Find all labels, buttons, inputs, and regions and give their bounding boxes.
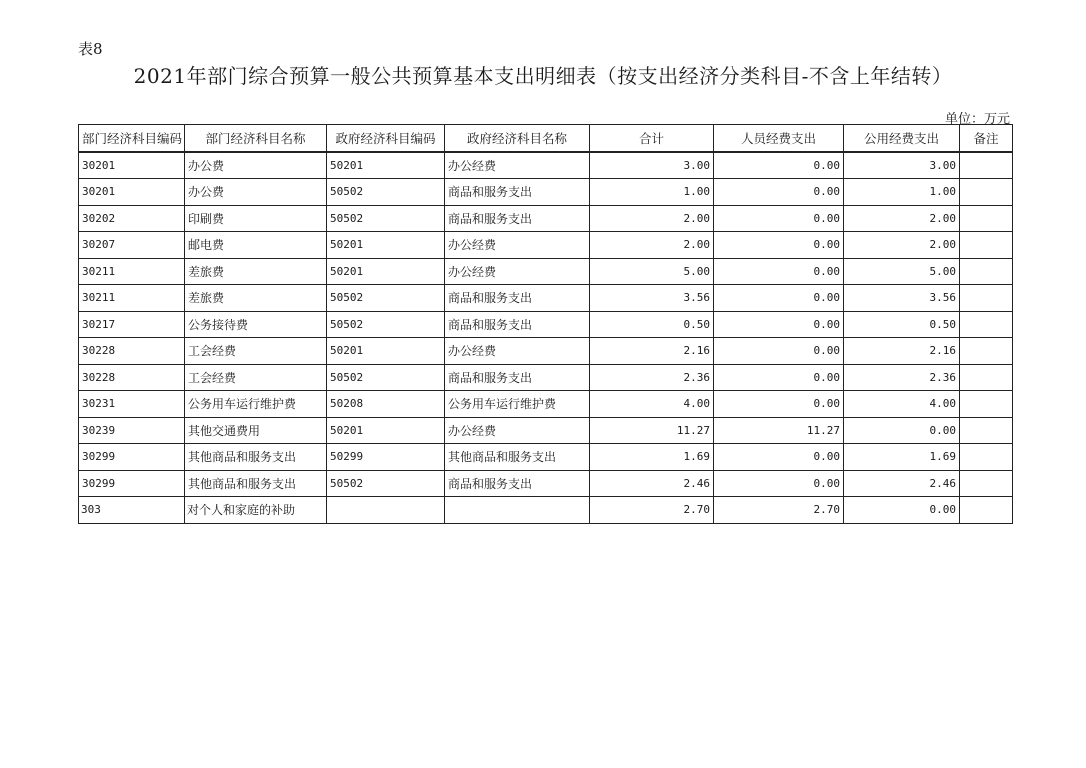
gov-code-cell: 50502 [327,470,445,497]
gov-code-cell: 50502 [327,179,445,206]
public-cell: 0.00 [844,497,960,524]
gov-code-cell: 50201 [327,258,445,285]
gov-name-cell: 办公经费 [445,258,590,285]
gov-code-cell [327,497,445,524]
total-cell: 2.70 [590,497,714,524]
gov-code-cell: 50299 [327,444,445,471]
note-cell [960,497,1013,524]
personnel-cell: 0.00 [714,205,844,232]
table-number-label: 表8 [78,40,103,58]
gov-code-cell: 50201 [327,152,445,179]
column-header-total: 合计 [590,125,714,152]
personnel-cell: 0.00 [714,391,844,418]
total-cell: 5.00 [590,258,714,285]
column-header-personnel: 人员经费支出 [714,125,844,152]
note-cell [960,311,1013,338]
note-cell [960,444,1013,471]
public-cell: 0.50 [844,311,960,338]
dept-code-cell: 30211 [79,285,185,312]
gov-name-cell: 商品和服务支出 [445,285,590,312]
total-cell: 3.00 [590,152,714,179]
total-cell: 2.16 [590,338,714,365]
total-cell: 4.00 [590,391,714,418]
column-header-gov-code: 政府经济科目编码 [327,125,445,152]
table-row [79,152,1013,179]
total-cell: 2.00 [590,232,714,259]
note-cell [960,152,1013,179]
expenditure-detail-table [78,124,1013,524]
dept-name-cell: 公务接待费 [185,311,327,338]
total-cell: 2.00 [590,205,714,232]
gov-code-cell: 50502 [327,364,445,391]
table-row [79,470,1013,497]
total-cell: 1.00 [590,179,714,206]
dept-code-cell: 30228 [79,338,185,365]
table-body [79,152,1013,524]
personnel-cell: 0.00 [714,444,844,471]
gov-name-cell: 商品和服务支出 [445,364,590,391]
total-cell: 2.46 [590,470,714,497]
gov-code-cell: 50502 [327,311,445,338]
table-row [79,179,1013,206]
note-cell [960,417,1013,444]
note-cell [960,232,1013,259]
table-row [79,258,1013,285]
total-cell: 2.36 [590,364,714,391]
table-row [79,338,1013,365]
total-cell: 0.50 [590,311,714,338]
personnel-cell: 11.27 [714,417,844,444]
dept-code-cell: 30201 [79,179,185,206]
table-row [79,232,1013,259]
dept-name-cell: 邮电费 [185,232,327,259]
gov-name-cell: 商品和服务支出 [445,470,590,497]
public-cell: 2.00 [844,232,960,259]
table-row [79,444,1013,471]
column-header-dept-code: 部门经济科目编码 [79,125,185,152]
document-title: 2021年部门综合预算一般公共预算基本支出明细表（按支出经济分类科目-不含上年结转） [133,64,953,88]
personnel-cell: 0.00 [714,179,844,206]
gov-name-cell: 办公经费 [445,417,590,444]
public-cell: 0.00 [844,417,960,444]
total-cell: 3.56 [590,285,714,312]
public-cell: 5.00 [844,258,960,285]
note-cell [960,179,1013,206]
dept-name-cell: 其他交通费用 [185,417,327,444]
gov-name-cell: 商品和服务支出 [445,179,590,206]
dept-code-cell: 30207 [79,232,185,259]
public-cell: 3.00 [844,152,960,179]
column-header-gov-name: 政府经济科目名称 [445,125,590,152]
gov-name-cell: 办公经费 [445,232,590,259]
note-cell [960,285,1013,312]
public-cell: 2.00 [844,205,960,232]
public-cell: 3.56 [844,285,960,312]
column-header-dept-name: 部门经济科目名称 [185,125,327,152]
table-row [79,311,1013,338]
dept-name-cell: 工会经费 [185,338,327,365]
dept-code-cell: 30202 [79,205,185,232]
unit-label: 单位：万元 [944,112,1010,127]
dept-code-cell: 30231 [79,391,185,418]
personnel-cell: 2.70 [714,497,844,524]
personnel-cell: 0.00 [714,152,844,179]
dept-name-cell: 其他商品和服务支出 [185,470,327,497]
public-cell: 2.46 [844,470,960,497]
note-cell [960,364,1013,391]
table-row [79,417,1013,444]
gov-code-cell: 50502 [327,205,445,232]
dept-name-cell: 办公费 [185,179,327,206]
note-cell [960,391,1013,418]
total-cell: 1.69 [590,444,714,471]
personnel-cell: 0.00 [714,470,844,497]
table-header-row [79,125,1013,152]
gov-name-cell: 公务用车运行维护费 [445,391,590,418]
dept-name-cell: 差旅费 [185,285,327,312]
dept-code-cell: 30299 [79,444,185,471]
public-cell: 2.16 [844,338,960,365]
dept-code-cell: 30228 [79,364,185,391]
public-cell: 4.00 [844,391,960,418]
dept-name-cell: 印刷费 [185,205,327,232]
gov-code-cell: 50201 [327,417,445,444]
dept-code-cell: 30217 [79,311,185,338]
gov-code-cell: 50208 [327,391,445,418]
total-cell: 11.27 [590,417,714,444]
gov-name-cell: 办公经费 [445,338,590,365]
personnel-cell: 0.00 [714,364,844,391]
table-row [79,205,1013,232]
gov-name-cell [445,497,590,524]
dept-code-cell: 30201 [79,152,185,179]
gov-code-cell: 50201 [327,338,445,365]
dept-code-cell: 303 [79,497,185,524]
dept-name-cell: 对个人和家庭的补助 [185,497,327,524]
dept-code-cell: 30299 [79,470,185,497]
table-row [79,497,1013,524]
note-cell [960,205,1013,232]
personnel-cell: 0.00 [714,285,844,312]
public-cell: 1.00 [844,179,960,206]
dept-name-cell: 公务用车运行维护费 [185,391,327,418]
gov-code-cell: 50502 [327,285,445,312]
dept-code-cell: 30211 [79,258,185,285]
gov-name-cell: 其他商品和服务支出 [445,444,590,471]
dept-name-cell: 其他商品和服务支出 [185,444,327,471]
dept-code-cell: 30239 [79,417,185,444]
personnel-cell: 0.00 [714,311,844,338]
gov-code-cell: 50201 [327,232,445,259]
note-cell [960,470,1013,497]
gov-name-cell: 办公经费 [445,152,590,179]
personnel-cell: 0.00 [714,338,844,365]
gov-name-cell: 商品和服务支出 [445,311,590,338]
public-cell: 1.69 [844,444,960,471]
gov-name-cell: 商品和服务支出 [445,205,590,232]
personnel-cell: 0.00 [714,258,844,285]
table-row [79,391,1013,418]
column-header-public: 公用经费支出 [844,125,960,152]
table-row [79,285,1013,312]
table-row [79,364,1013,391]
personnel-cell: 0.00 [714,232,844,259]
note-cell [960,338,1013,365]
column-header-note: 备注 [960,125,1013,152]
dept-name-cell: 差旅费 [185,258,327,285]
public-cell: 2.36 [844,364,960,391]
dept-name-cell: 办公费 [185,152,327,179]
note-cell [960,258,1013,285]
dept-name-cell: 工会经费 [185,364,327,391]
